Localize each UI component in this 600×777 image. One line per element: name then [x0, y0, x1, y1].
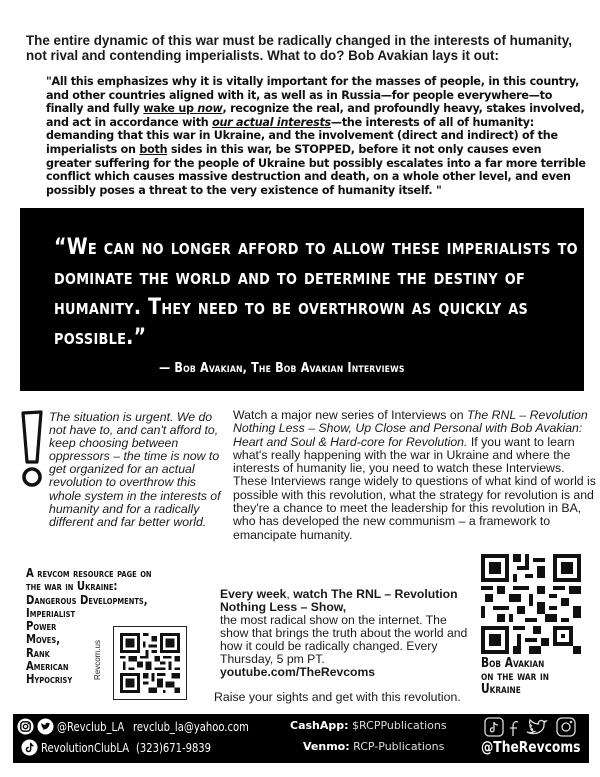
contact-footer	[13, 714, 589, 763]
quote-text: sides in this war, be STOPPED, before it not only causes even greater suffering for the people of Ukraine but possibly escalates into a far more terrible conflict which causes massive destruction and death, on a whole other level, and even possibly poses a threat to the very existence of humanity itself. "	[46, 142, 586, 197]
bob-avakian-ukraine-qr-code[interactable]	[481, 553, 581, 655]
emphasis-our-actual-interests: our actual interests	[212, 115, 331, 129]
email-address[interactable]: revclub_la@yahoo.com	[133, 719, 249, 734]
avakian-quote-paragraph	[46, 75, 586, 197]
weekly-show-promo: Every week, watch The RNL – Revolution Nothing Less – Show, the most radical show on the internet. The show that brings the truth about the world and how it could be radically changed. Every Thursday, 5 pm PT. youtube.com/TheRevcoms	[220, 588, 470, 679]
urgent-message: The situation is urgent. We do not have to, and can't afford to, keep choosing between oppressors – the time is now to get organized for an actual revolution to overthrow this whole system in the interests of humanity and for a radically different and far better world.	[49, 410, 221, 529]
raise-your-sights-text: Raise your sights and get with this revolution.	[214, 690, 461, 704]
instagram-icon	[557, 718, 575, 736]
quote-text: —the interests of all of humanity: demanding that this war in Ukraine, and the involvement (direct and indirect) of the imperialists on	[46, 115, 558, 156]
emphasis-wake-up: wake up now	[143, 102, 223, 116]
weekly-show-body: the most radical show on the internet. The show that brings the truth about the world and how it could be radically changed. Every Thursday, 5 pm PT.	[220, 613, 468, 666]
show-title: The RNL – Revolution Nothing Less – Show, Up Close and Personal with Bob Avakian: Heart and Soul & Hard-core for Revolution.	[233, 408, 588, 449]
twitter-icon[interactable]	[37, 718, 54, 735]
intro-line-1: The entire dynamic of this war must be radically changed in the interests of humanity,	[26, 33, 572, 48]
venmo-info: Venmo: RCP-Publications	[303, 740, 445, 753]
quote-text: "All this emphasizes why it is vitally important for the masses of people, in this country, and other countries aligned with it, as well as in Russia—for people everywhere—to finally and fully	[46, 75, 580, 116]
emphasis-both: both	[139, 142, 168, 156]
featured-quote-box	[20, 208, 584, 391]
venmo-value[interactable]: RCP-Publications	[353, 740, 445, 753]
watch-interviews-paragraph: Watch a major new series of Interviews on The RNL – Revolution Nothing Less – Show, Up Close and Personal with Bob Avakian: Heart and Soul & Hard-core for Revolution. If you want to learn what's really happening with the war in Ukraine and where the interests of humanity lie, you need to watch these Interviews. These Interviews range widely to questions of what kind of world is possible with this revolution, what the strategy for revolution is and they're a chance to meet the leadership for this revolution in BA, who has developed the new communism – a framework to emancipate humanity.	[233, 408, 596, 542]
revcoms-handle[interactable]: @TheRevcoms	[481, 738, 581, 756]
quote-text: , recognize the real, and profoundly heavy, stakes involved, and act in accordance with	[46, 102, 585, 129]
featured-quote-attribution: — Bob Avakian, The Bob Avakian Interviews	[159, 361, 405, 376]
revcom-qr-label: Revcom.us	[93, 639, 102, 680]
revcom-resource-heading: A revcom resource page on the war in Ukraine: Dangerous Developments, Imperialist Power Moves, Rank American Hypocrisy	[26, 566, 152, 687]
youtube-link[interactable]: youtube.com/TheRevcoms	[220, 665, 376, 679]
qr-caption: Bob Avakian on the war in Ukraine	[481, 656, 549, 697]
facebook-icon	[510, 722, 518, 736]
cashapp-value[interactable]: $RCPPublications	[352, 719, 447, 732]
tiktok-handle[interactable]: RevolutionClubLA	[41, 740, 130, 755]
tiktok-icon[interactable]	[21, 739, 38, 756]
qr-code-icon	[120, 633, 180, 693]
instagram-twitter-handle[interactable]: @Revclub_LA	[57, 719, 125, 734]
exclamation-icon	[19, 410, 45, 488]
instagram-icon[interactable]	[17, 718, 34, 735]
intro-line-2: not rival and contending imperialists. What to do? Bob Avakian lays it out:	[26, 48, 499, 63]
cashapp-info: CashApp: $RCPPublications	[290, 719, 447, 732]
revcoms-social-icons	[483, 716, 583, 738]
revcom-qr-code[interactable]	[113, 626, 187, 700]
intro-heading	[26, 33, 586, 63]
featured-quote-text: “We can no longer afford to allow these imperialists to dominate the world and to determine the destiny of humanity. They need to be overthrown as quickly as possible.”	[54, 235, 578, 350]
phone-number[interactable]: (323)671-9839	[136, 740, 212, 755]
twitter-icon	[527, 720, 546, 734]
